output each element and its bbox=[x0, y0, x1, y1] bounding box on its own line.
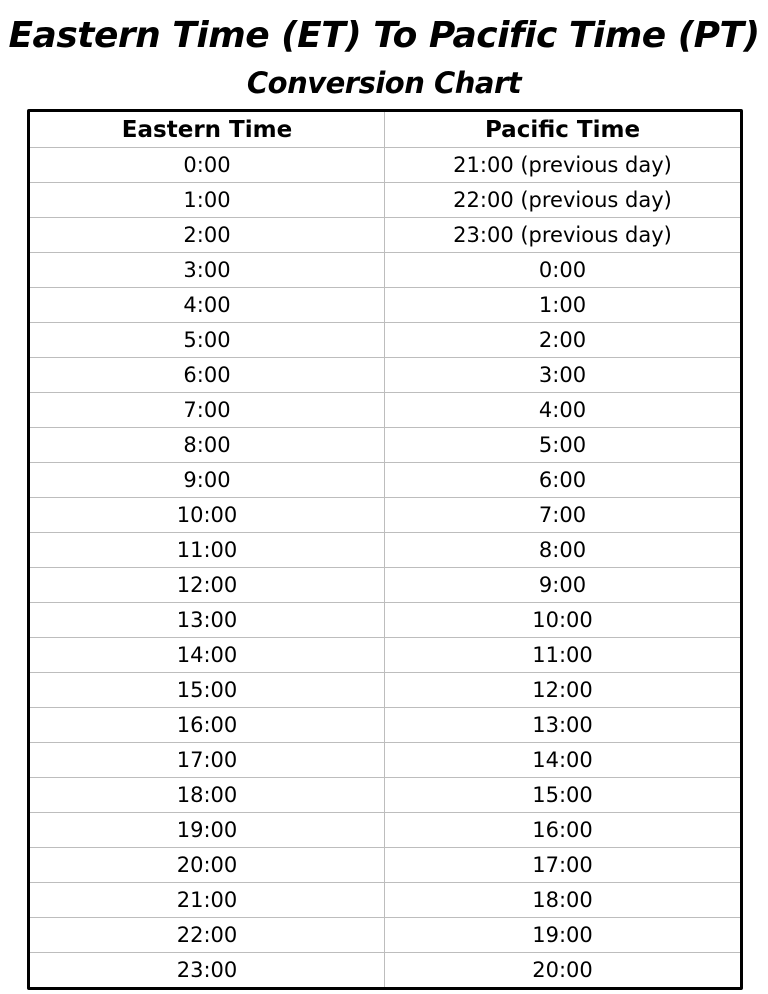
table-row bbox=[30, 673, 740, 708]
pacific-time-cell: 22:00 (previous day) bbox=[385, 183, 741, 218]
eastern-time-cell: 5:00 bbox=[30, 323, 385, 358]
table-row bbox=[30, 428, 740, 463]
eastern-time-cell: 11:00 bbox=[30, 533, 385, 568]
table-row bbox=[30, 638, 740, 673]
table-row bbox=[30, 883, 740, 918]
table-row bbox=[30, 288, 740, 323]
eastern-time-cell: 18:00 bbox=[30, 778, 385, 813]
table-row bbox=[30, 183, 740, 218]
pacific-time-cell: 4:00 bbox=[385, 393, 741, 428]
table-header-row bbox=[30, 112, 740, 148]
table-row bbox=[30, 708, 740, 743]
eastern-time-cell: 2:00 bbox=[30, 218, 385, 253]
pacific-time-cell: 6:00 bbox=[385, 463, 741, 498]
eastern-time-cell: 17:00 bbox=[30, 743, 385, 778]
pacific-time-cell: 13:00 bbox=[385, 708, 741, 743]
table-row bbox=[30, 953, 740, 988]
pacific-time-cell: 7:00 bbox=[385, 498, 741, 533]
eastern-time-cell: 20:00 bbox=[30, 848, 385, 883]
table-row bbox=[30, 533, 740, 568]
column-header-pacific: Pacific Time bbox=[385, 112, 741, 148]
pacific-time-cell: 0:00 bbox=[385, 253, 741, 288]
pacific-time-cell: 15:00 bbox=[385, 778, 741, 813]
table-row bbox=[30, 218, 740, 253]
table-row bbox=[30, 813, 740, 848]
pacific-time-cell: 20:00 bbox=[385, 953, 741, 988]
pacific-time-cell: 18:00 bbox=[385, 883, 741, 918]
table-row bbox=[30, 778, 740, 813]
table-row bbox=[30, 463, 740, 498]
pacific-time-cell: 9:00 bbox=[385, 568, 741, 603]
conversion-table bbox=[30, 112, 740, 987]
page-title: Eastern Time (ET) To Pacific Time (PT) bbox=[8, 15, 760, 56]
eastern-time-cell: 19:00 bbox=[30, 813, 385, 848]
eastern-time-cell: 3:00 bbox=[30, 253, 385, 288]
pacific-time-cell: 8:00 bbox=[385, 533, 741, 568]
page-subtitle: Conversion Chart bbox=[246, 66, 522, 100]
table-row bbox=[30, 743, 740, 778]
table-row bbox=[30, 148, 740, 183]
table-row bbox=[30, 393, 740, 428]
pacific-time-cell: 1:00 bbox=[385, 288, 741, 323]
pacific-time-cell: 16:00 bbox=[385, 813, 741, 848]
pacific-time-cell: 5:00 bbox=[385, 428, 741, 463]
table-row bbox=[30, 323, 740, 358]
eastern-time-cell: 0:00 bbox=[30, 148, 385, 183]
table-row bbox=[30, 848, 740, 883]
pacific-time-cell: 10:00 bbox=[385, 603, 741, 638]
eastern-time-cell: 13:00 bbox=[30, 603, 385, 638]
table-row bbox=[30, 603, 740, 638]
eastern-time-cell: 4:00 bbox=[30, 288, 385, 323]
eastern-time-cell: 8:00 bbox=[30, 428, 385, 463]
table-row bbox=[30, 358, 740, 393]
pacific-time-cell: 23:00 (previous day) bbox=[385, 218, 741, 253]
eastern-time-cell: 21:00 bbox=[30, 883, 385, 918]
eastern-time-cell: 12:00 bbox=[30, 568, 385, 603]
eastern-time-cell: 22:00 bbox=[30, 918, 385, 953]
pacific-time-cell: 21:00 (previous day) bbox=[385, 148, 741, 183]
eastern-time-cell: 1:00 bbox=[30, 183, 385, 218]
table-row bbox=[30, 918, 740, 953]
table-row bbox=[30, 568, 740, 603]
eastern-time-cell: 14:00 bbox=[30, 638, 385, 673]
eastern-time-cell: 9:00 bbox=[30, 463, 385, 498]
conversion-table-container bbox=[27, 109, 743, 990]
eastern-time-cell: 23:00 bbox=[30, 953, 385, 988]
eastern-time-cell: 16:00 bbox=[30, 708, 385, 743]
pacific-time-cell: 19:00 bbox=[385, 918, 741, 953]
eastern-time-cell: 15:00 bbox=[30, 673, 385, 708]
table-body bbox=[30, 148, 740, 988]
table-row bbox=[30, 498, 740, 533]
eastern-time-cell: 7:00 bbox=[30, 393, 385, 428]
pacific-time-cell: 2:00 bbox=[385, 323, 741, 358]
column-header-eastern: Eastern Time bbox=[30, 112, 385, 148]
pacific-time-cell: 11:00 bbox=[385, 638, 741, 673]
pacific-time-cell: 12:00 bbox=[385, 673, 741, 708]
pacific-time-cell: 17:00 bbox=[385, 848, 741, 883]
pacific-time-cell: 3:00 bbox=[385, 358, 741, 393]
pacific-time-cell: 14:00 bbox=[385, 743, 741, 778]
eastern-time-cell: 6:00 bbox=[30, 358, 385, 393]
table-row bbox=[30, 253, 740, 288]
eastern-time-cell: 10:00 bbox=[30, 498, 385, 533]
